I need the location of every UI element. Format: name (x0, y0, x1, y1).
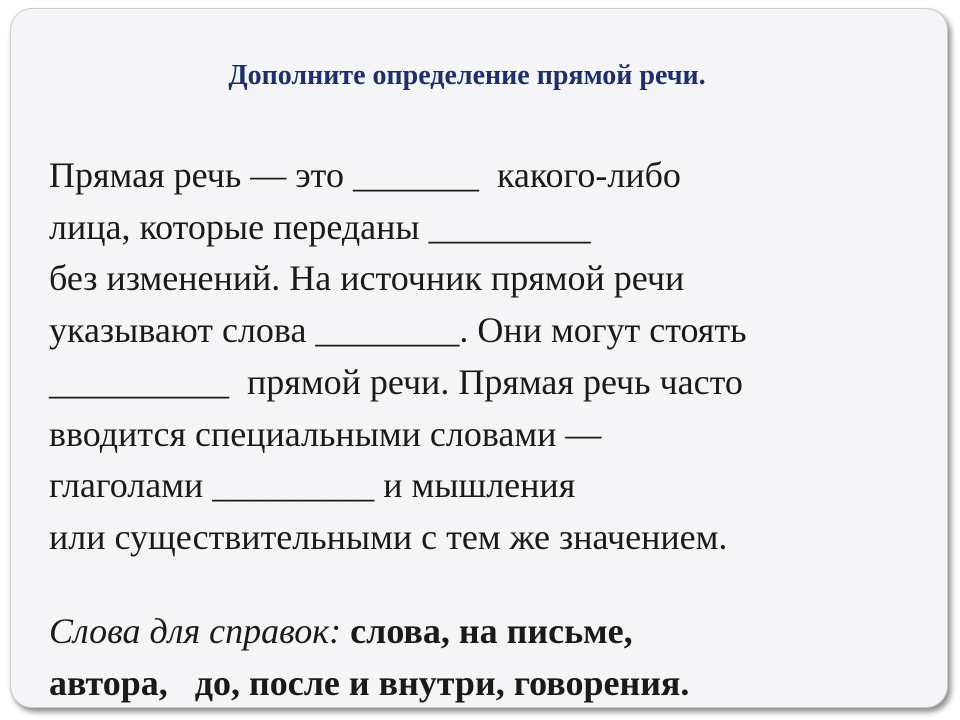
paragraph-line: глаголами _________ и мышления (49, 465, 576, 506)
reference-words (49, 605, 939, 709)
definition-paragraph (49, 150, 939, 564)
paragraph-line: лица, которые переданы _________ (49, 206, 591, 247)
slide-title: Дополните определение прямой речи. (228, 60, 706, 91)
paragraph-line: указывают слова ________. Они могут стоять (49, 310, 747, 351)
paragraph-line: или существительными с тем же значением. (49, 516, 728, 557)
reference-words-1: слова, на письме, (350, 611, 633, 651)
reference-words-2: автора, до, после и внутри, говорения. (49, 663, 690, 703)
paragraph-line: без изменений. На источник прямой речи (49, 258, 685, 299)
paragraph-line: вводится специальными словами — (49, 413, 602, 454)
reference-label: Слова для справок: (49, 611, 342, 651)
slide-frame (10, 8, 948, 708)
paragraph-line: __________ прямой речи. Прямая речь часто (49, 361, 743, 402)
reference-line-1 (49, 605, 939, 657)
paragraph-line: Прямая речь — это _______ какого-либо (49, 155, 681, 195)
